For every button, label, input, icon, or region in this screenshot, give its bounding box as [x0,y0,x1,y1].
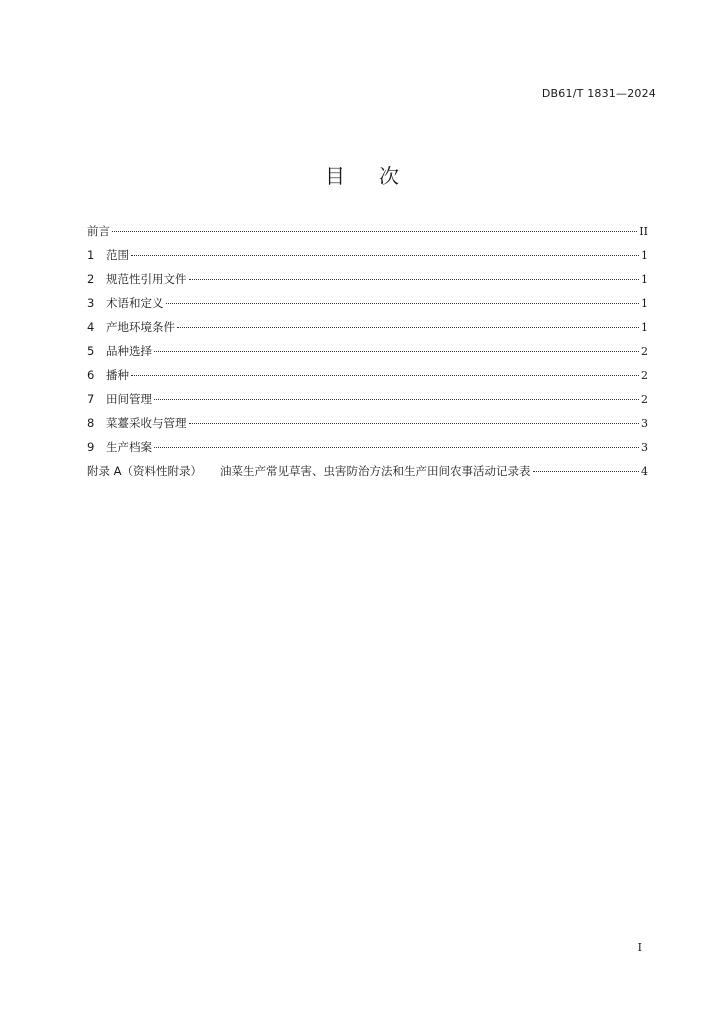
toc-entry-number: 2 [87,272,95,286]
toc-entry-2[interactable] [87,267,648,291]
toc-leader-dots [154,398,639,400]
toc-entry-label: 前言 [87,224,110,238]
toc-leader-dots [189,278,640,280]
document-code: DB61/T 1831—2024 [541,87,656,100]
toc-entry-number: 7 [87,392,95,406]
toc-leader-dots [131,254,639,256]
toc-entry-page: 2 [641,369,648,382]
appendix-label: 附录 A（资料性附录） [87,464,203,478]
toc-entry-number: 4 [87,320,95,334]
toc-entry-5[interactable] [87,339,648,363]
toc-entry-page: 2 [641,393,648,406]
toc-entry-6[interactable] [87,363,648,387]
toc-leader-dots [166,302,640,304]
toc-entry-7[interactable] [87,387,648,411]
toc-leader-dots [533,470,639,472]
toc-entry-page: 2 [641,345,648,358]
toc-entry-label: 范围 [106,248,129,262]
footer-page-number: I [637,941,642,954]
page-title: 目次 [325,164,433,188]
toc-entry-4[interactable] [87,315,648,339]
toc-leader-dots [131,374,639,376]
toc-entry-number: 1 [87,248,95,262]
toc-entry-label: 田间管理 [106,392,152,406]
toc-entry-number: 3 [87,296,95,310]
toc-entry-number: 9 [87,440,95,454]
toc-entry-page: 1 [641,273,648,286]
toc-entry-page: 3 [641,441,648,454]
toc-leader-dots [189,422,640,424]
toc-entry-number: 8 [87,416,95,430]
toc-entry-page: 1 [641,297,648,310]
toc-entry-appendix-a[interactable] [87,459,648,483]
toc-entry-label: 播种 [106,368,129,382]
toc-leader-dots [177,326,639,328]
toc-entry-label: 菜薹采收与管理 [106,416,187,430]
toc-entry-8[interactable] [87,411,648,435]
toc-entry-page: 1 [641,321,648,334]
table-of-contents [87,219,648,483]
toc-entry-page: II [639,225,648,238]
toc-entry-3[interactable] [87,291,648,315]
toc-entry-1[interactable] [87,243,648,267]
toc-entry-number: 6 [87,368,95,382]
toc-leader-dots [154,350,639,352]
toc-entry-9[interactable] [87,435,648,459]
toc-entry-label: 品种选择 [106,344,152,358]
toc-entry-page: 4 [641,465,648,478]
toc-entry-foreword[interactable] [87,219,648,243]
toc-entry-label: 术语和定义 [106,296,164,310]
toc-leader-dots [112,230,637,232]
toc-entry-page: 1 [641,249,648,262]
toc-entry-label: 规范性引用文件 [106,272,187,286]
toc-leader-dots [154,446,639,448]
toc-entry-label: 生产档案 [106,440,152,454]
appendix-title: 油菜生产常见草害、虫害防治方法和生产田间农事活动记录表 [220,464,531,478]
toc-entry-label: 产地环境条件 [106,320,175,334]
toc-entry-number: 5 [87,344,95,358]
toc-entry-page: 3 [641,417,648,430]
